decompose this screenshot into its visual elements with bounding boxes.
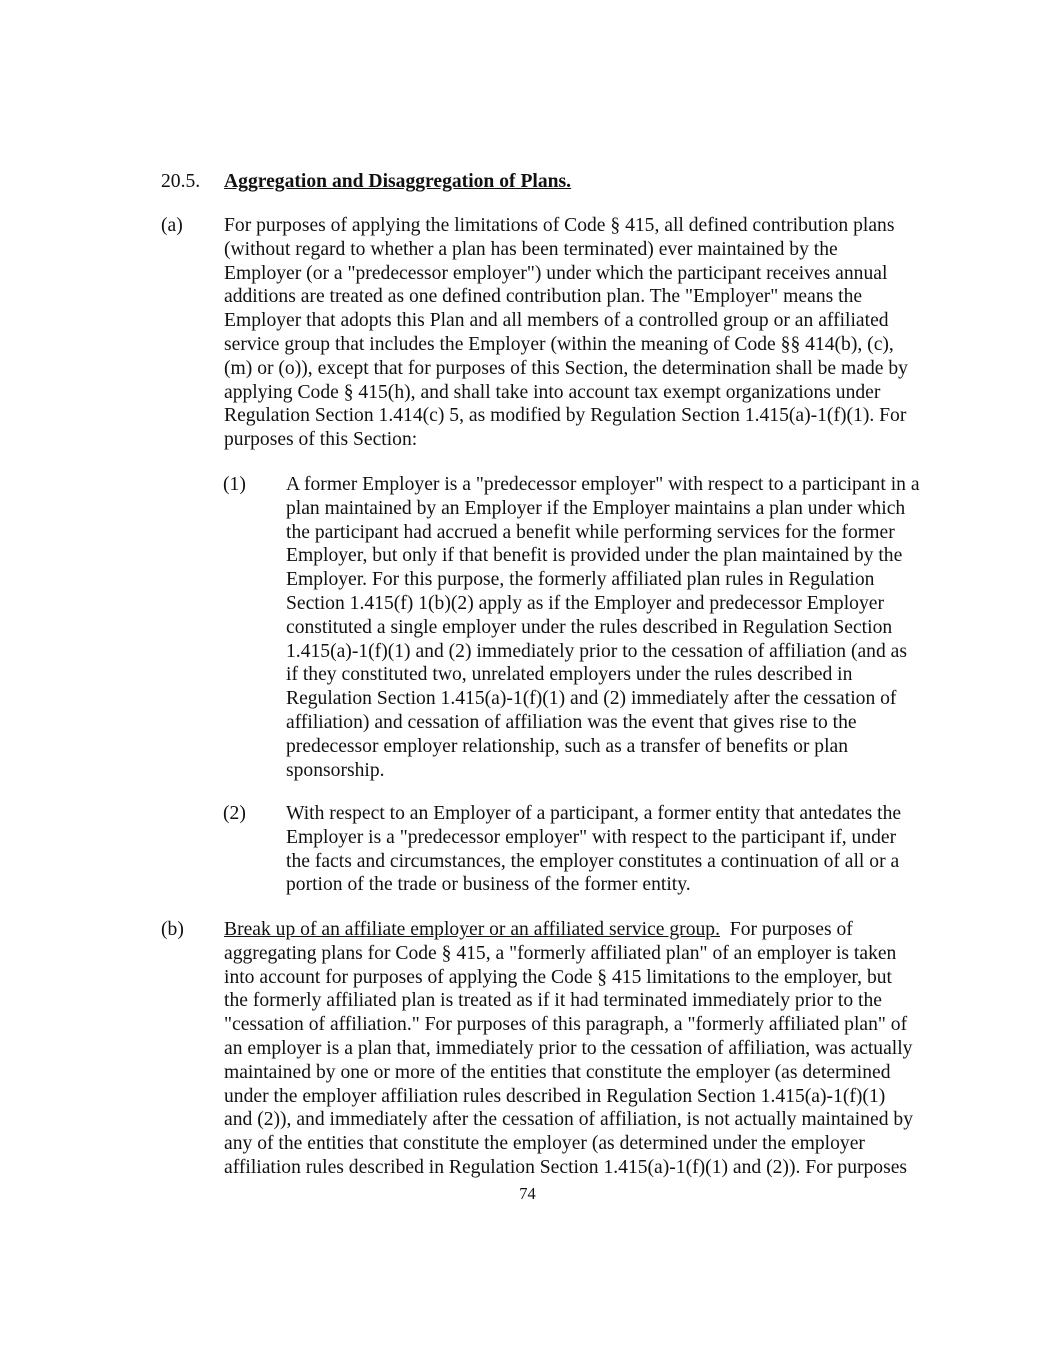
text-line: (without regard to whether a plan has been terminated) ever maintained by the	[224, 238, 838, 260]
text-line: the formerly affiliated plan is treated as if it had terminated immediately prior to the	[224, 990, 882, 1012]
subparagraph-1-label: (1)	[223, 474, 246, 495]
text-line: Employer, but only if that benefit is provided under the plan maintained by the	[286, 545, 903, 567]
text-line: into account for purposes of applying the Code § 415 limitations to the employer, but	[224, 966, 893, 988]
text-line: under the employer affiliation rules described in Regulation Section 1.415(a)-1(f)(1)	[224, 1085, 886, 1107]
paragraph-b-first-line-rest: For purposes of	[720, 919, 853, 940]
text-line: (m) or (o)), except that for purposes of this Section, the determination shall be made by	[224, 357, 908, 379]
text-line: additions are treated as one defined contribution plan. The "Employer" means the	[224, 286, 863, 308]
text-line: if they constituted two, unrelated employers under the rules described in	[286, 664, 853, 686]
text-line: and (2)), and immediately after the cessation of affiliation, is not actually maintained by	[224, 1109, 914, 1131]
text-line: affiliation) and cessation of affiliation was the event that gives rise to the	[286, 711, 857, 733]
text-line: an employer is a plan that, immediately prior to the cessation of affiliation, was actually	[224, 1037, 913, 1059]
text-line: With respect to an Employer of a participant, a former entity that antedates the	[286, 803, 902, 824]
text-line: predecessor employer relationship, such as a transfer of benefits or plan	[286, 735, 849, 757]
text-line: purposes of this Section:	[224, 429, 418, 451]
text-line: Employer is a "predecessor employer" with respect to the participant if, under	[286, 826, 897, 848]
paragraph-b-caption: Break up of an affiliate employer or an affiliated service group.	[224, 919, 720, 940]
text-line: plan maintained by an Employer if the Employer maintains a plan under which	[286, 497, 906, 519]
paragraph-a-label: (a)	[161, 215, 183, 236]
text-line: For purposes of applying the limitations of Code § 415, all defined contribution plans	[224, 215, 895, 236]
paragraph-b-label: (b)	[161, 919, 184, 940]
text-line: A former Employer is a "predecessor employer" with respect to a participant in a	[286, 474, 920, 495]
subparagraph-2-label: (2)	[223, 803, 246, 824]
paragraph-a-text	[224, 214, 908, 452]
text-line	[224, 918, 913, 942]
text-line: portion of the trade or business of the former entity.	[286, 874, 691, 896]
section-number: 20.5.	[161, 171, 201, 192]
text-line: the facts and circumstances, the employer constitutes a continuation of all or a	[286, 850, 900, 872]
text-line: constituted a single employer under the rules described in Regulation Section	[286, 616, 893, 638]
text-line: any of the entities that constitute the employer (as determined under the employer	[224, 1133, 865, 1155]
text-line: Regulation Section 1.414(c) 5, as modified by Regulation Section 1.415(a)-1(f)(1). For	[224, 405, 907, 427]
text-line: maintained by one or more of the entities that constitute the employer (as determined	[224, 1061, 891, 1083]
paragraph-b-text	[224, 918, 913, 1180]
text-line: the participant had accrued a benefit while performing services for the former	[286, 521, 895, 543]
text-line: sponsorship.	[286, 759, 385, 781]
section-title: Aggregation and Disaggregation of Plans.	[224, 171, 572, 192]
page-number: 74	[519, 1184, 536, 1203]
text-line: aggregating plans for Code § 415, a "formerly affiliated plan" of an employer is taken	[224, 942, 897, 964]
text-line: affiliation rules described in Regulation Section 1.415(a)-1(f)(1) and (2)). For purposes	[224, 1156, 908, 1178]
text-line: Employer. For this purpose, the formerly affiliated plan rules in Regulation	[286, 569, 875, 591]
subparagraph-1-text	[286, 473, 920, 782]
text-line: Employer (or a "predecessor employer") under which the participant receives annual	[224, 262, 888, 284]
text-line: Section 1.415(f) 1(b)(2) apply as if the Employer and predecessor Employer	[286, 592, 884, 614]
text-line: Regulation Section 1.415(a)-1(f)(1) and (2) immediately after the cessation of	[286, 688, 897, 710]
text-line: applying Code § 415(h), and shall take into account tax exempt organizations under	[224, 381, 881, 403]
text-line: Employer that adopts this Plan and all members of a controlled group or an affiliated	[224, 310, 889, 332]
text-line: "cessation of affiliation." For purposes of this paragraph, a "formerly affiliated plan" of	[224, 1014, 908, 1036]
text-line: 1.415(a)-1(f)(1) and (2) immediately prior to the cessation of affiliation (and as	[286, 640, 907, 662]
subparagraph-2-text	[286, 802, 901, 897]
text-line: service group that includes the Employer (within the meaning of Code §§ 414(b), (c),	[224, 333, 894, 355]
